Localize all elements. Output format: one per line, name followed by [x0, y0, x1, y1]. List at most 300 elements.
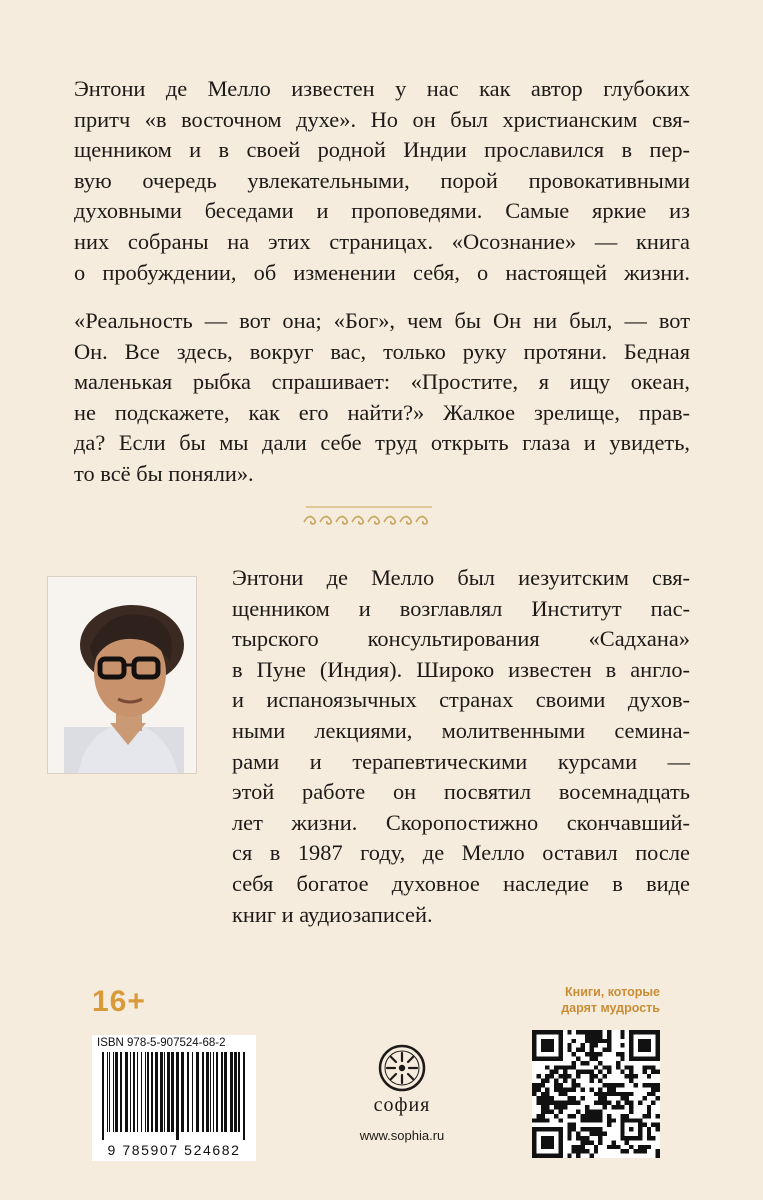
text-line: в Пуне (Индия). Широко известен в англо- [232, 656, 690, 682]
qr-module [607, 1030, 611, 1034]
qr-module [603, 1048, 607, 1052]
qr-module [620, 1070, 624, 1074]
barcode-bar [176, 1052, 179, 1140]
qr-module [634, 1149, 638, 1153]
qr-module [536, 1083, 540, 1087]
qr-module [532, 1087, 536, 1091]
qr-module [656, 1123, 660, 1127]
qr-module [550, 1096, 554, 1100]
qr-module [545, 1087, 549, 1091]
qr-module [567, 1087, 571, 1091]
qr-module [625, 1101, 629, 1105]
barcode-bar [137, 1052, 138, 1132]
qr-module [558, 1105, 562, 1109]
qr-module [541, 1101, 545, 1105]
qr-module [611, 1083, 615, 1087]
text-line: и испаноязычных странах своими духов- [232, 687, 690, 713]
qr-module [581, 1070, 585, 1074]
qr-module [567, 1065, 571, 1069]
barcode-number: 9 785907 524682 [107, 1142, 241, 1158]
qr-module [550, 1074, 554, 1078]
qr-module [589, 1154, 593, 1158]
qr-module [651, 1092, 655, 1096]
barcode-bar [187, 1052, 189, 1132]
qr-module [594, 1030, 598, 1034]
qr-module [598, 1079, 602, 1083]
qr-module [563, 1065, 567, 1069]
qr-module [647, 1065, 651, 1069]
qr-module [554, 1105, 558, 1109]
qr-module [576, 1154, 580, 1158]
qr-module [589, 1052, 593, 1056]
qr-module [594, 1092, 598, 1096]
qr-module [598, 1070, 602, 1074]
qr-module [567, 1114, 571, 1118]
qr-module [603, 1092, 607, 1096]
qr-module [616, 1065, 620, 1069]
qr-module [541, 1136, 554, 1149]
qr-module [572, 1127, 576, 1131]
text-line: вую очередь увлекательными, порой провокативными [74, 167, 690, 193]
qr-module [567, 1136, 571, 1140]
qr-module [572, 1039, 576, 1043]
qr-module [616, 1145, 620, 1149]
qr-module [620, 1034, 624, 1038]
age-rating: 16+ [92, 985, 146, 1018]
qr-module [585, 1034, 589, 1038]
qr-module [581, 1145, 585, 1149]
qr-module [647, 1114, 651, 1118]
qr-module [625, 1074, 629, 1078]
qr-module [620, 1043, 624, 1047]
qr-module [567, 1101, 571, 1105]
qr-module [572, 1101, 576, 1105]
qr-module [616, 1083, 620, 1087]
qr-module [589, 1043, 593, 1047]
qr-module [589, 1140, 593, 1144]
qr-module [572, 1087, 576, 1091]
qr-module [581, 1087, 585, 1091]
qr-module [576, 1070, 580, 1074]
qr-module [603, 1039, 607, 1043]
qr-module [554, 1079, 558, 1083]
qr-module [567, 1096, 571, 1100]
qr-module [545, 1118, 549, 1122]
qr-module [611, 1145, 615, 1149]
qr-module [585, 1070, 589, 1074]
slogan-line: Книги, которые [565, 985, 660, 999]
qr-module [572, 1083, 576, 1087]
barcode-bars [98, 1052, 250, 1140]
qr-module [642, 1145, 646, 1149]
barcode-bar [206, 1052, 209, 1132]
qr-module [532, 1092, 536, 1096]
qr-module [598, 1118, 602, 1122]
qr-module [589, 1127, 593, 1131]
author-bio [232, 563, 690, 930]
text-line: Он. Все здесь, вокруг вас, только руку протяни. Бедная [74, 338, 690, 364]
qr-module [594, 1074, 598, 1078]
qr-module [581, 1096, 585, 1100]
qr-module [620, 1052, 624, 1056]
qr-module [558, 1109, 562, 1113]
qr-module [554, 1087, 558, 1091]
qr-module [598, 1087, 602, 1091]
qr-module [545, 1109, 549, 1113]
barcode-bar [181, 1052, 184, 1132]
qr-module [563, 1074, 567, 1078]
qr-module [567, 1048, 571, 1052]
qr-module [541, 1092, 545, 1096]
qr-module [607, 1070, 611, 1074]
qr-module [607, 1039, 611, 1043]
qr-module [598, 1061, 602, 1065]
description-paragraph [74, 74, 690, 288]
qr-module [603, 1132, 607, 1136]
qr-module [607, 1123, 611, 1127]
qr-module [611, 1118, 615, 1122]
qr-module [638, 1039, 651, 1052]
qr-module [558, 1118, 562, 1122]
qr-module [581, 1127, 585, 1131]
qr-module [567, 1132, 571, 1136]
barcode-bar [147, 1052, 149, 1132]
qr-module [603, 1105, 607, 1109]
qr-module [594, 1039, 598, 1043]
qr-module [594, 1149, 598, 1153]
qr-module [576, 1132, 580, 1136]
qr-module [581, 1048, 585, 1052]
qr-module [550, 1109, 554, 1113]
qr-module [541, 1105, 545, 1109]
qr-module [581, 1030, 585, 1034]
qr-module [594, 1127, 598, 1131]
qr-module [536, 1118, 540, 1122]
qr-module [581, 1136, 585, 1140]
qr-module [572, 1065, 576, 1069]
qr-module [607, 1092, 611, 1096]
qr-module [642, 1070, 646, 1074]
qr-module [545, 1101, 549, 1105]
publisher-slogan [520, 984, 660, 1016]
qr-module [598, 1114, 602, 1118]
qr-module [642, 1123, 646, 1127]
qr-module [594, 1109, 598, 1113]
qr-module [567, 1154, 571, 1158]
qr-module [589, 1114, 593, 1118]
qr-module [594, 1132, 598, 1136]
qr-module [620, 1096, 624, 1100]
qr-module [576, 1109, 580, 1113]
qr-module [545, 1096, 549, 1100]
barcode-bar [213, 1052, 214, 1132]
qr-module [625, 1114, 629, 1118]
qr-module [589, 1056, 593, 1060]
barcode-bar [234, 1052, 237, 1132]
text-line: ся в 1987 году, де Мелло оставил после [232, 840, 690, 866]
isbn-label: ISBN 978-5-907524-68-2 [97, 1037, 226, 1049]
qr-module [647, 1127, 651, 1131]
qr-module [576, 1145, 580, 1149]
qr-module [647, 1092, 651, 1096]
qr-module [620, 1105, 624, 1109]
qr-module [532, 1118, 536, 1122]
qr-module [576, 1056, 580, 1060]
qr-module [589, 1030, 593, 1034]
publisher-website-link[interactable]: www.sophia.ru [359, 1128, 445, 1143]
qr-module [642, 1083, 646, 1087]
text-line: них собраны на этих страницах. «Осознание» — книга [74, 228, 690, 254]
qr-module [656, 1096, 660, 1100]
qr-module [554, 1065, 558, 1069]
barcode-bar [171, 1052, 174, 1132]
qr-module [585, 1061, 589, 1065]
qr-module [589, 1132, 593, 1136]
barcode-bar [202, 1052, 204, 1132]
qr-module [642, 1149, 646, 1153]
text-line: не подскажете, как его найти?» Жалкое зрелище, прав- [74, 399, 690, 425]
qr-module [567, 1127, 571, 1131]
qr-module [558, 1101, 562, 1105]
qr-module [607, 1065, 611, 1069]
qr-module [647, 1083, 651, 1087]
qr-module [625, 1149, 629, 1153]
qr-module [598, 1039, 602, 1043]
barcode-bar [120, 1052, 122, 1132]
text-line: лет жизни. Скоропостижно скончавший- [232, 809, 690, 835]
qr-module [656, 1083, 660, 1087]
barcode-bar [221, 1052, 223, 1132]
qr-module [545, 1079, 549, 1083]
qr-module [563, 1105, 567, 1109]
qr-module [567, 1030, 571, 1034]
qr-module [607, 1101, 611, 1105]
qr-module [554, 1101, 558, 1105]
qr-module [598, 1127, 602, 1131]
qr-code-icon[interactable] [532, 1030, 660, 1158]
text-line: ными лекциями, молитвенными семина- [232, 717, 690, 743]
qr-module [598, 1136, 602, 1140]
qr-module [541, 1039, 554, 1052]
qr-module [585, 1039, 589, 1043]
qr-module [589, 1034, 593, 1038]
qr-module [598, 1140, 602, 1144]
qr-module [598, 1092, 602, 1096]
qr-module [651, 1070, 655, 1074]
qr-module [594, 1118, 598, 1122]
qr-module [567, 1074, 571, 1078]
qr-module [598, 1109, 602, 1113]
qr-module [651, 1136, 655, 1140]
text-line: Энтони де Мелло был иезуитским свя- [232, 565, 690, 590]
qr-module [554, 1070, 558, 1074]
qr-module [567, 1123, 571, 1127]
qr-module [576, 1030, 580, 1034]
qr-module [594, 1052, 598, 1056]
qr-module [558, 1065, 562, 1069]
qr-module [589, 1070, 593, 1074]
qr-module [541, 1096, 545, 1100]
qr-module [594, 1145, 598, 1149]
qr-module [629, 1074, 633, 1078]
qr-module [594, 1065, 598, 1069]
qr-module [576, 1101, 580, 1105]
text-line: тырского консультирования «Садхана» [232, 626, 690, 652]
text-line: щенником и возглавлял Институт пас- [232, 595, 690, 621]
qr-module [611, 1140, 615, 1144]
qr-module [647, 1105, 651, 1109]
qr-module [598, 1052, 602, 1056]
qr-module [611, 1105, 615, 1109]
qr-module [594, 1043, 598, 1047]
qr-module [629, 1070, 633, 1074]
qr-module [545, 1065, 549, 1069]
qr-module [589, 1079, 593, 1083]
qr-module [629, 1101, 633, 1105]
qr-module [581, 1114, 585, 1118]
text-line: этой работе он посвятил восемнадцать [232, 779, 690, 805]
qr-module [572, 1149, 576, 1153]
barcode-bar [192, 1052, 193, 1132]
qr-module [536, 1087, 540, 1091]
qr-module [642, 1114, 646, 1118]
qr-module [651, 1101, 655, 1105]
qr-module [581, 1043, 585, 1047]
qr-module [607, 1118, 611, 1122]
qr-module [647, 1145, 651, 1149]
barcode-bar [160, 1052, 163, 1132]
barcode-bar [102, 1052, 104, 1140]
qr-module [607, 1083, 611, 1087]
slogan-line: дарят мудрость [561, 1001, 660, 1015]
qr-module [603, 1065, 607, 1069]
qr-module [629, 1092, 633, 1096]
qr-module [647, 1074, 651, 1078]
qr-module [651, 1083, 655, 1087]
qr-module [585, 1140, 589, 1144]
qr-module [536, 1114, 540, 1118]
qr-module [651, 1065, 655, 1069]
publisher-brand: софия [373, 1094, 431, 1116]
qr-module [625, 1140, 629, 1144]
qr-module [576, 1074, 580, 1078]
qr-module [656, 1070, 660, 1074]
qr-module [572, 1123, 576, 1127]
text-line: «Реальность — вот она; «Бог», чем бы Он ни был, — вот [74, 308, 690, 333]
qr-module [629, 1145, 633, 1149]
barcode-bar [238, 1052, 240, 1132]
qr-module [572, 1096, 576, 1100]
qr-module [656, 1149, 660, 1153]
qr-module [576, 1136, 580, 1140]
qr-module [558, 1092, 562, 1096]
qr-module [585, 1052, 589, 1056]
qr-module [651, 1123, 655, 1127]
qr-module [620, 1114, 624, 1118]
qr-module [656, 1127, 660, 1131]
qr-module [598, 1030, 602, 1034]
qr-module [554, 1114, 558, 1118]
barcode-bar [167, 1052, 170, 1132]
barcode-bar [210, 1052, 211, 1132]
quote-paragraph [74, 306, 690, 490]
qr-module [581, 1140, 585, 1144]
qr-module [647, 1132, 651, 1136]
qr-module [563, 1070, 567, 1074]
qr-module [629, 1127, 633, 1131]
wave-scroll-ornament-icon [298, 503, 440, 529]
barcode-bar [145, 1052, 146, 1132]
qr-module [585, 1109, 589, 1113]
sophia-compass-logo-icon [378, 1044, 426, 1092]
qr-module [581, 1149, 585, 1153]
qr-module [567, 1043, 571, 1047]
qr-module [629, 1109, 633, 1113]
qr-module [532, 1083, 536, 1087]
qr-module [541, 1109, 545, 1113]
author-portrait [47, 576, 197, 774]
qr-module [616, 1061, 620, 1065]
qr-module [620, 1030, 624, 1034]
qr-module [629, 1105, 633, 1109]
qr-module [576, 1149, 580, 1153]
qr-module [541, 1079, 545, 1083]
text-line: маленькая рыбка спрашивает: «Простите, я ищу океан, [74, 369, 690, 395]
qr-module [634, 1083, 638, 1087]
qr-module [647, 1109, 651, 1113]
qr-module [634, 1074, 638, 1078]
qr-module [589, 1048, 593, 1052]
qr-module [594, 1101, 598, 1105]
barcode-bar [155, 1052, 158, 1132]
qr-module [603, 1101, 607, 1105]
qr-module [572, 1114, 576, 1118]
qr-module [611, 1087, 615, 1091]
text-line: рами и терапевтическими курсами — [232, 748, 690, 774]
qr-module [607, 1087, 611, 1091]
barcode-bar [113, 1052, 114, 1132]
barcode-bar [243, 1052, 245, 1140]
barcode-bar [107, 1052, 108, 1132]
text-line: то всё бы поняли». [74, 460, 254, 486]
qr-module [607, 1048, 611, 1052]
qr-module [603, 1096, 607, 1100]
qr-module [589, 1087, 593, 1091]
barcode-bar [216, 1052, 218, 1132]
qr-module [638, 1145, 642, 1149]
qr-module [581, 1118, 585, 1122]
qr-module [616, 1105, 620, 1109]
qr-module [594, 1034, 598, 1038]
qr-module [625, 1092, 629, 1096]
qr-module [616, 1052, 620, 1056]
barcode-bar [130, 1052, 131, 1132]
qr-module [576, 1048, 580, 1052]
qr-module [585, 1118, 589, 1122]
text-line: притч «в восточном духе». Но он был христианским свя- [74, 106, 690, 132]
qr-module [558, 1087, 562, 1091]
qr-module [545, 1105, 549, 1109]
text-line: Энтони де Мелло известен у нас как автор глубоких [74, 76, 690, 101]
text-line: духовными беседами и проповедями. Самые яркие из [74, 198, 690, 224]
qr-module [625, 1065, 629, 1069]
qr-module [629, 1079, 633, 1083]
qr-module [585, 1030, 589, 1034]
barcode-bar [141, 1052, 142, 1132]
qr-module [585, 1136, 589, 1140]
qr-module [558, 1083, 562, 1087]
qr-module [563, 1101, 567, 1105]
